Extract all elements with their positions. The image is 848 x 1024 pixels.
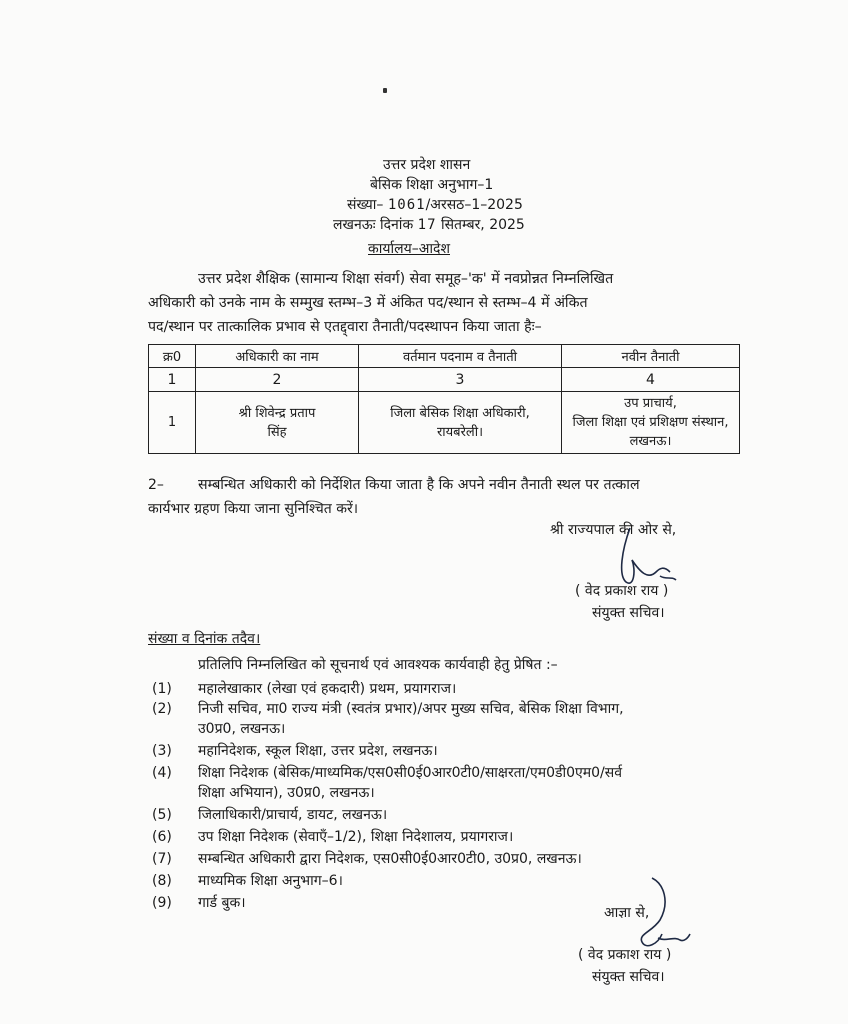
- signature1-name: ( वेद प्रकाश राय ): [575, 583, 669, 599]
- copy-item-text: उप शिक्षा निदेशक (सेवाएँ–1/2), शिक्षा निदेशालय, प्रयागराज।: [198, 829, 514, 845]
- table-number-row: [149, 368, 740, 392]
- order-title: कार्यालय–आदेश: [368, 241, 450, 257]
- cell-new-line-2: जिला शिक्षा एवं प्रशिक्षण संस्थान,: [572, 415, 729, 430]
- copy-item-number: (7): [152, 851, 172, 867]
- copy-item-text: जिलाधिकारी/प्राचार्य, डायट, लखनऊ।: [198, 807, 388, 823]
- cell-sno: 1: [149, 392, 196, 454]
- cell-name-line-2: सिंह: [267, 424, 287, 440]
- copy-item-number: (3): [152, 743, 172, 759]
- copy-item-text-line-2: उ0प्र0, लखनऊ।: [198, 721, 286, 737]
- para2-line-2: कार्यभार ग्रहण किया जाना सुनिश्चित करें।: [148, 501, 359, 517]
- copy-item-text: महालेखाकार (लेखा एवं हकदारी) प्रथम, प्रयागराज।: [198, 681, 457, 697]
- cell-new-line-1: उप प्राचार्य,: [624, 396, 677, 411]
- punch-mark: [383, 88, 387, 93]
- table-row: [149, 392, 740, 454]
- signature1-designation: संयुक्त सचिव।: [592, 605, 665, 621]
- copy-item-number: (8): [152, 873, 172, 889]
- copy-item-number: (9): [152, 895, 172, 911]
- copy-heading: संख्या व दिनांक तदैव।: [148, 631, 261, 647]
- signature2-order: आज्ञा से,: [604, 905, 650, 921]
- copy-item-text: निजी सचिव, मा0 राज्य मंत्री (स्वतंत्र प्रभार)/अपर मुख्य सचिव, बेसिक शिक्षा विभाग,: [198, 701, 624, 717]
- para2-number: 2–: [148, 477, 164, 493]
- handwritten-number: 1061: [387, 197, 426, 213]
- copy-intro: प्रतिलिपि निम्नलिखित को सूचनार्थ एवं आवश्यक कार्यवाही हेतु प्रेषित :–: [198, 657, 558, 673]
- cell-name-line-1: श्री शिवेन्द्र प्रताप: [238, 405, 316, 421]
- copy-item-text: सम्बन्धित अधिकारी द्वारा निदेशक, एस0सी0ई0आर0टी0, उ0प्र0, लखनऊ।: [198, 851, 582, 867]
- copy-item-number: (4): [152, 765, 172, 781]
- copy-item-text: गार्ड बुक।: [198, 895, 246, 911]
- signature2-designation: संयुक्त सचिव।: [592, 969, 665, 985]
- table-header-row: [149, 345, 740, 368]
- cell-current: [359, 392, 562, 454]
- col-num-2: 2: [196, 368, 359, 392]
- col-header-current: वर्तमान पदनाम व तैनाती: [359, 345, 562, 368]
- intro-line-1: उत्तर प्रदेश शैक्षिक (सामान्य शिक्षा संवर्ग) सेवा समूह–'क' में नवप्रोन्नत निम्नलिखित: [198, 271, 614, 287]
- cell-current-line-1: जिला बेसिक शिक्षा अधिकारी,: [390, 405, 530, 421]
- handwritten-day: 17: [417, 217, 437, 233]
- col-num-4: 4: [562, 368, 740, 392]
- copy-item-number: (6): [152, 829, 172, 845]
- cell-new-line-3: लखनऊ।: [629, 434, 672, 449]
- copy-item-number: (2): [152, 701, 172, 717]
- header-section: बेसिक शिक्षा अनुभाग–1: [370, 177, 494, 193]
- copy-item-text: महानिदेशक, स्कूल शिक्षा, उत्तर प्रदेश, लखनऊ।: [198, 743, 438, 759]
- col-header-name: अधिकारी का नाम: [196, 345, 359, 368]
- copy-item-text: शिक्षा निदेशक (बेसिक/माध्यमिक/एस0सी0ई0आर0टी0/साक्षरता/एम0डी0एम0/सर्व: [198, 765, 623, 781]
- intro-line-2: अधिकारी को उनके नाम के सम्मुख स्तम्भ–3 में अंकित पद/स्थान से स्तम्भ–4 में अंकित: [148, 295, 588, 311]
- col-num-3: 3: [359, 368, 562, 392]
- copy-item-number: (5): [152, 807, 172, 823]
- cell-name: [196, 392, 359, 454]
- copy-item-text-line-2: शिक्षा अभियान), उ0प्र0, लखनऊ।: [198, 785, 375, 801]
- header-date: लखनऊः दिनांक 17 सितम्बर, 2025: [333, 217, 525, 233]
- col-num-1: 1: [149, 368, 196, 392]
- cell-new: [562, 392, 740, 454]
- header-letter-number: संख्या– 1061/अरसठ–1–2025: [347, 197, 523, 213]
- col-header-sno: क्र0: [149, 345, 196, 368]
- copy-item-text: माध्यमिक शिक्षा अनुभाग–6।: [198, 873, 343, 889]
- copy-item-number: (1): [152, 681, 172, 697]
- header-government: उत्तर प्रदेश शासन: [383, 157, 471, 173]
- posting-table: [148, 344, 740, 454]
- para2-line-1: सम्बन्धित अधिकारी को निर्देशित किया जाता है कि अपने नवीन तैनाती स्थल पर तत्काल: [198, 477, 640, 493]
- intro-line-3: पद/स्थान पर तात्कालिक प्रभाव से एतद्द्वारा तैनाती/पदस्थापन किया जाता हैः–: [148, 319, 542, 335]
- signature2-name: ( वेद प्रकाश राय ): [578, 947, 672, 963]
- col-header-new: नवीन तैनाती: [562, 345, 740, 368]
- cell-current-line-2: रायबरेली।: [436, 424, 484, 440]
- signature1-on-behalf: श्री राज्यपाल की ओर से,: [550, 522, 677, 538]
